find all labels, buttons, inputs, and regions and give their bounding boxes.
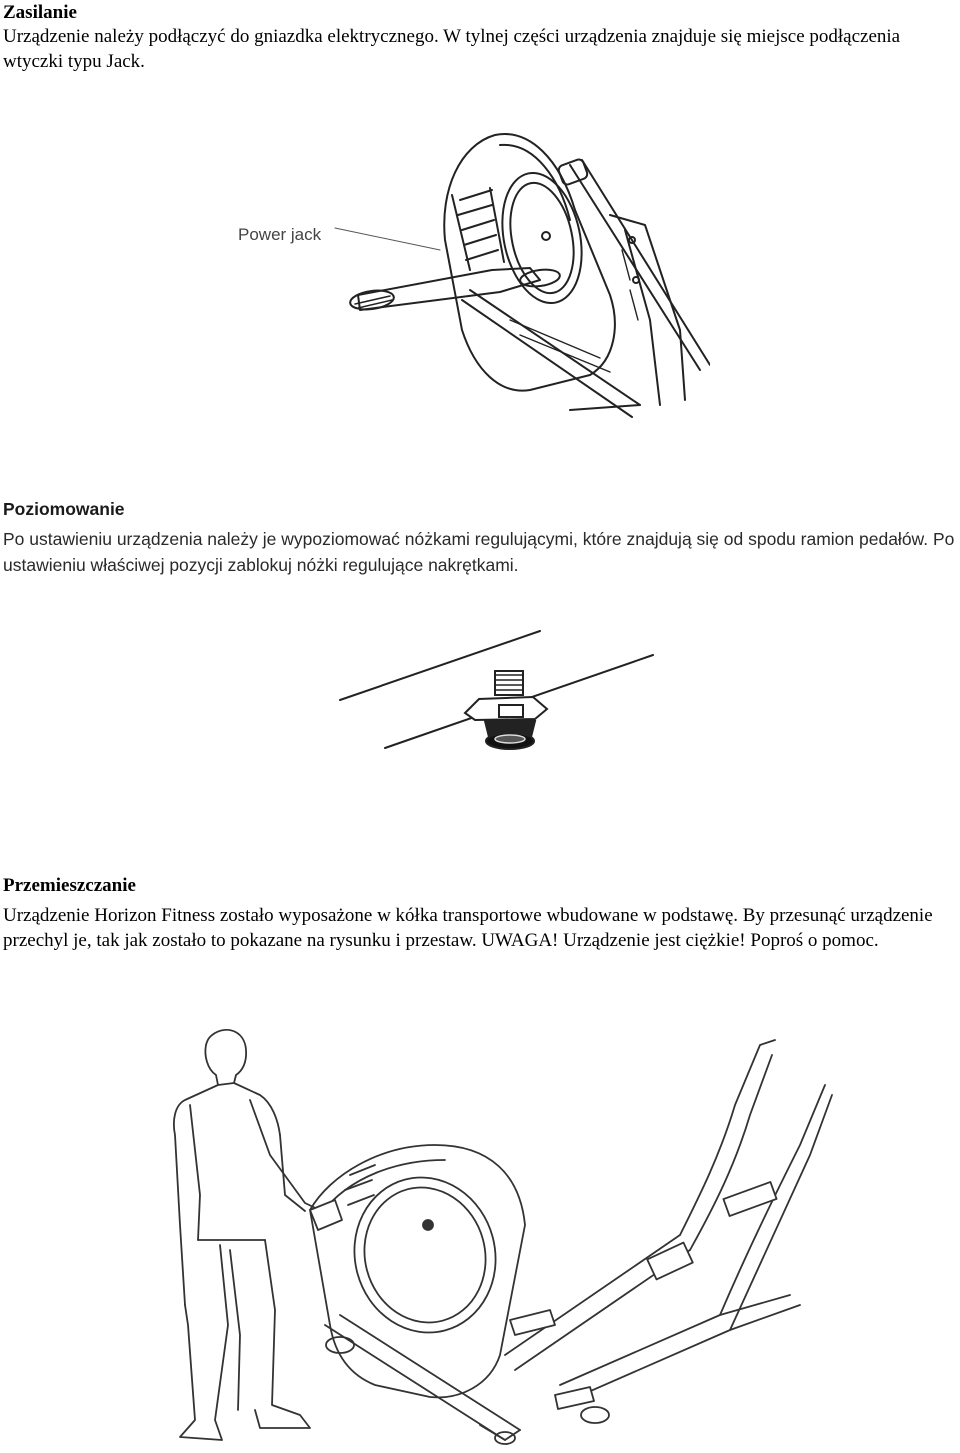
leveling-foot-illustration: [335, 625, 665, 760]
section-text-moving: Urządzenie Horizon Fitness zostało wyposażone w kółka transportowe wbudowane w podstawę. By przesunąć urządzenie przechyl je, tak jak zostało to pokazane na rysunku i przestaw. UWAGA! Urządzenie jest ciężkie! Poproś o pomoc.: [3, 905, 933, 951]
section-heading-moving: Przemieszczanie: [3, 875, 136, 896]
section-heading-power: Zasilanie: [3, 2, 77, 23]
power-jack-illustration: [230, 120, 710, 430]
section-text-power: Urządzenie należy podłączyć do gniazdka elektrycznego. W tylnej części urządzenia znajduje się miejsce podłączenia wtyczki typu Jack.: [3, 26, 901, 72]
moving-trainer-illustration: [160, 1025, 840, 1445]
power-jack-label: Power jack: [238, 225, 322, 244]
section-heading-leveling: Poziomowanie: [3, 499, 125, 519]
section-text-leveling: Po ustawieniu urządzenia należy je wypoziomować nóżkami regulującymi, które znajdują się od spodu ramion pedałów. Po ustawieniu właściwej pozycji zablokuj nóżki regulujące nakrętkami.: [3, 529, 955, 575]
